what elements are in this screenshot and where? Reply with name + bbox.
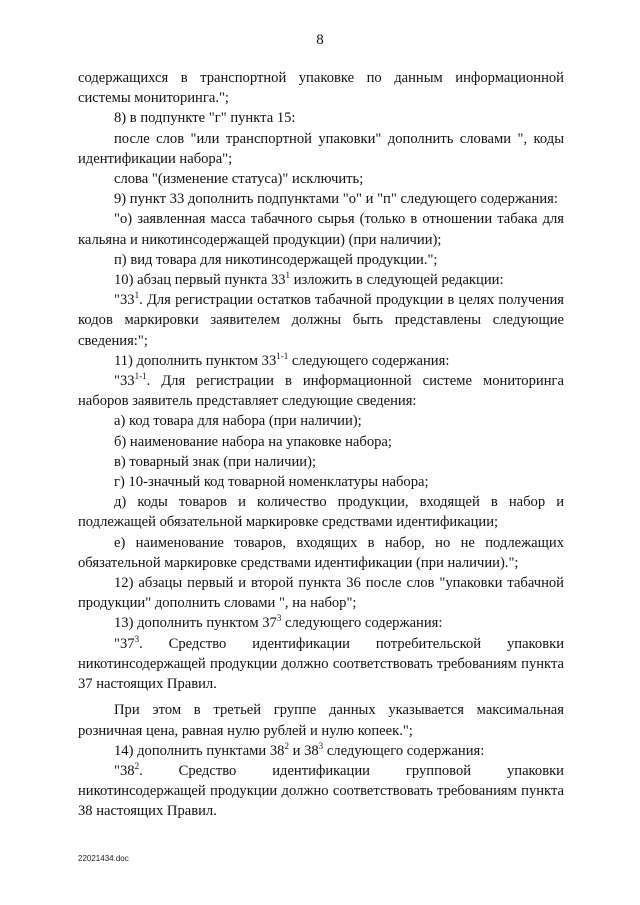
paragraph-text: 11) дополнить пунктом 33: [114, 352, 277, 369]
superscript: 3: [276, 613, 282, 624]
paragraph: [78, 452, 564, 472]
paragraph-text: . Средство идентификации потребительской упаковки никотинсодержащей продукции должно соответствовать требованиям пункта 37 настоящих Правил.: [78, 635, 564, 693]
paragraph-text: . Средство идентификации групповой упаковки никотинсодержащей продукции должно соответствовать требованиям пункта 38 настоящих Правил.: [78, 762, 564, 820]
paragraph-text: 8) в подпункте "г" пункта 15:: [114, 110, 296, 127]
paragraph-text: г) 10-значный код товарной номенклатуры набора;: [114, 474, 429, 491]
paragraph-text: следующего содержания:: [288, 352, 450, 369]
paragraph: [78, 68, 564, 108]
superscript: 3: [318, 740, 324, 751]
superscript: 1: [134, 290, 140, 301]
paragraph: [78, 741, 564, 761]
paragraph-text: "38: [114, 762, 135, 779]
paragraph-text: "37: [114, 635, 135, 652]
paragraph-text: . Для регистрации в информационной системе мониторинга наборов заявитель представляет следующие сведения:: [78, 373, 564, 410]
file-name-footer: 22021434.doc: [78, 854, 129, 863]
paragraph-text: 13) дополнить пунктом 37: [114, 615, 277, 632]
paragraph-text: изложить в следующей редакции:: [290, 272, 504, 289]
paragraph-text: а) код товара для набора (при наличии);: [114, 413, 362, 430]
paragraph-text: "о) заявленная масса табачного сырья (только в отношении табака для кальяна и никотинсодержащей продукции) (при наличии);: [78, 211, 564, 248]
paragraph-text: "33: [114, 373, 135, 390]
superscript: 2: [134, 761, 140, 772]
paragraph: [78, 189, 564, 209]
paragraph: [78, 432, 564, 452]
superscript: 1-1: [134, 371, 147, 382]
paragraph-text: в) товарный знак (при наличии);: [114, 453, 317, 470]
paragraph: [78, 169, 564, 189]
page-number: 8: [316, 32, 324, 48]
superscript: 3: [134, 633, 140, 644]
paragraph-text: 9) пункт 33 дополнить подпунктами "о" и "п" следующего содержания:: [114, 191, 558, 208]
paragraph: [78, 492, 564, 532]
paragraph: [78, 108, 564, 128]
paragraph-text: 12) абзацы первый и второй пункта 36 после слов "упаковки табачной продукции" дополнить словами ", на набор";: [78, 575, 564, 612]
paragraph: [78, 270, 564, 290]
document-body: [78, 68, 564, 822]
paragraph-text: следующего содержания:: [323, 742, 485, 759]
superscript: 2: [284, 740, 289, 751]
paragraph-text: после слов "или транспортной упаковки" дополнить словами ", коды идентификации набора";: [78, 130, 564, 167]
paragraph: [78, 129, 564, 169]
paragraph: [78, 351, 564, 371]
paragraph-text: следующего содержания:: [281, 615, 443, 632]
paragraph: [78, 533, 564, 573]
paragraph-text: п) вид товара для никотинсодержащей продукции.";: [114, 251, 438, 268]
paragraph-text: 14) дополнить пунктами 38: [114, 742, 285, 759]
paragraph: [78, 634, 564, 695]
paragraph-text: е) наименование товаров, входящих в набор, но не подлежащих обязательной маркировке средствами идентификации (при наличии).";: [78, 534, 564, 571]
paragraph-text: При этом в третьей группе данных указывается максимальная розничная цена, равная нулю рублей и нулю копеек.";: [78, 702, 564, 739]
paragraph-text: 10) абзац первый пункта 33: [114, 272, 286, 289]
paragraph-text: д) коды товаров и количество продукции, входящей в набор и подлежащей обязательной маркировке средствами идентификации;: [78, 494, 564, 531]
superscript: 1-1: [276, 350, 289, 361]
paragraph: [78, 290, 564, 351]
paragraph: [78, 371, 564, 411]
paragraph: [78, 250, 564, 270]
superscript: 1: [285, 270, 291, 281]
paragraph: [78, 613, 564, 633]
paragraph-text: "33: [114, 292, 135, 309]
paragraph-text: б) наименование набора на упаковке набора;: [114, 433, 392, 450]
paragraph: [78, 411, 564, 431]
paragraph-text: и 38: [288, 742, 319, 759]
paragraph: [78, 573, 564, 613]
paragraph: [78, 700, 564, 740]
paragraph-text: содержащихся в транспортной упаковке по данным информационной системы мониторинга.";: [78, 70, 564, 107]
paragraph-text: . Для регистрации остатков табачной продукции в целях получения кодов маркировки заявителем должны быть представлены следующие сведения:";: [78, 292, 564, 349]
paragraph-text: слова "(изменение статуса)" исключить;: [114, 171, 364, 188]
paragraph: [78, 761, 564, 822]
paragraph: [78, 209, 564, 249]
paragraph: [78, 472, 564, 492]
